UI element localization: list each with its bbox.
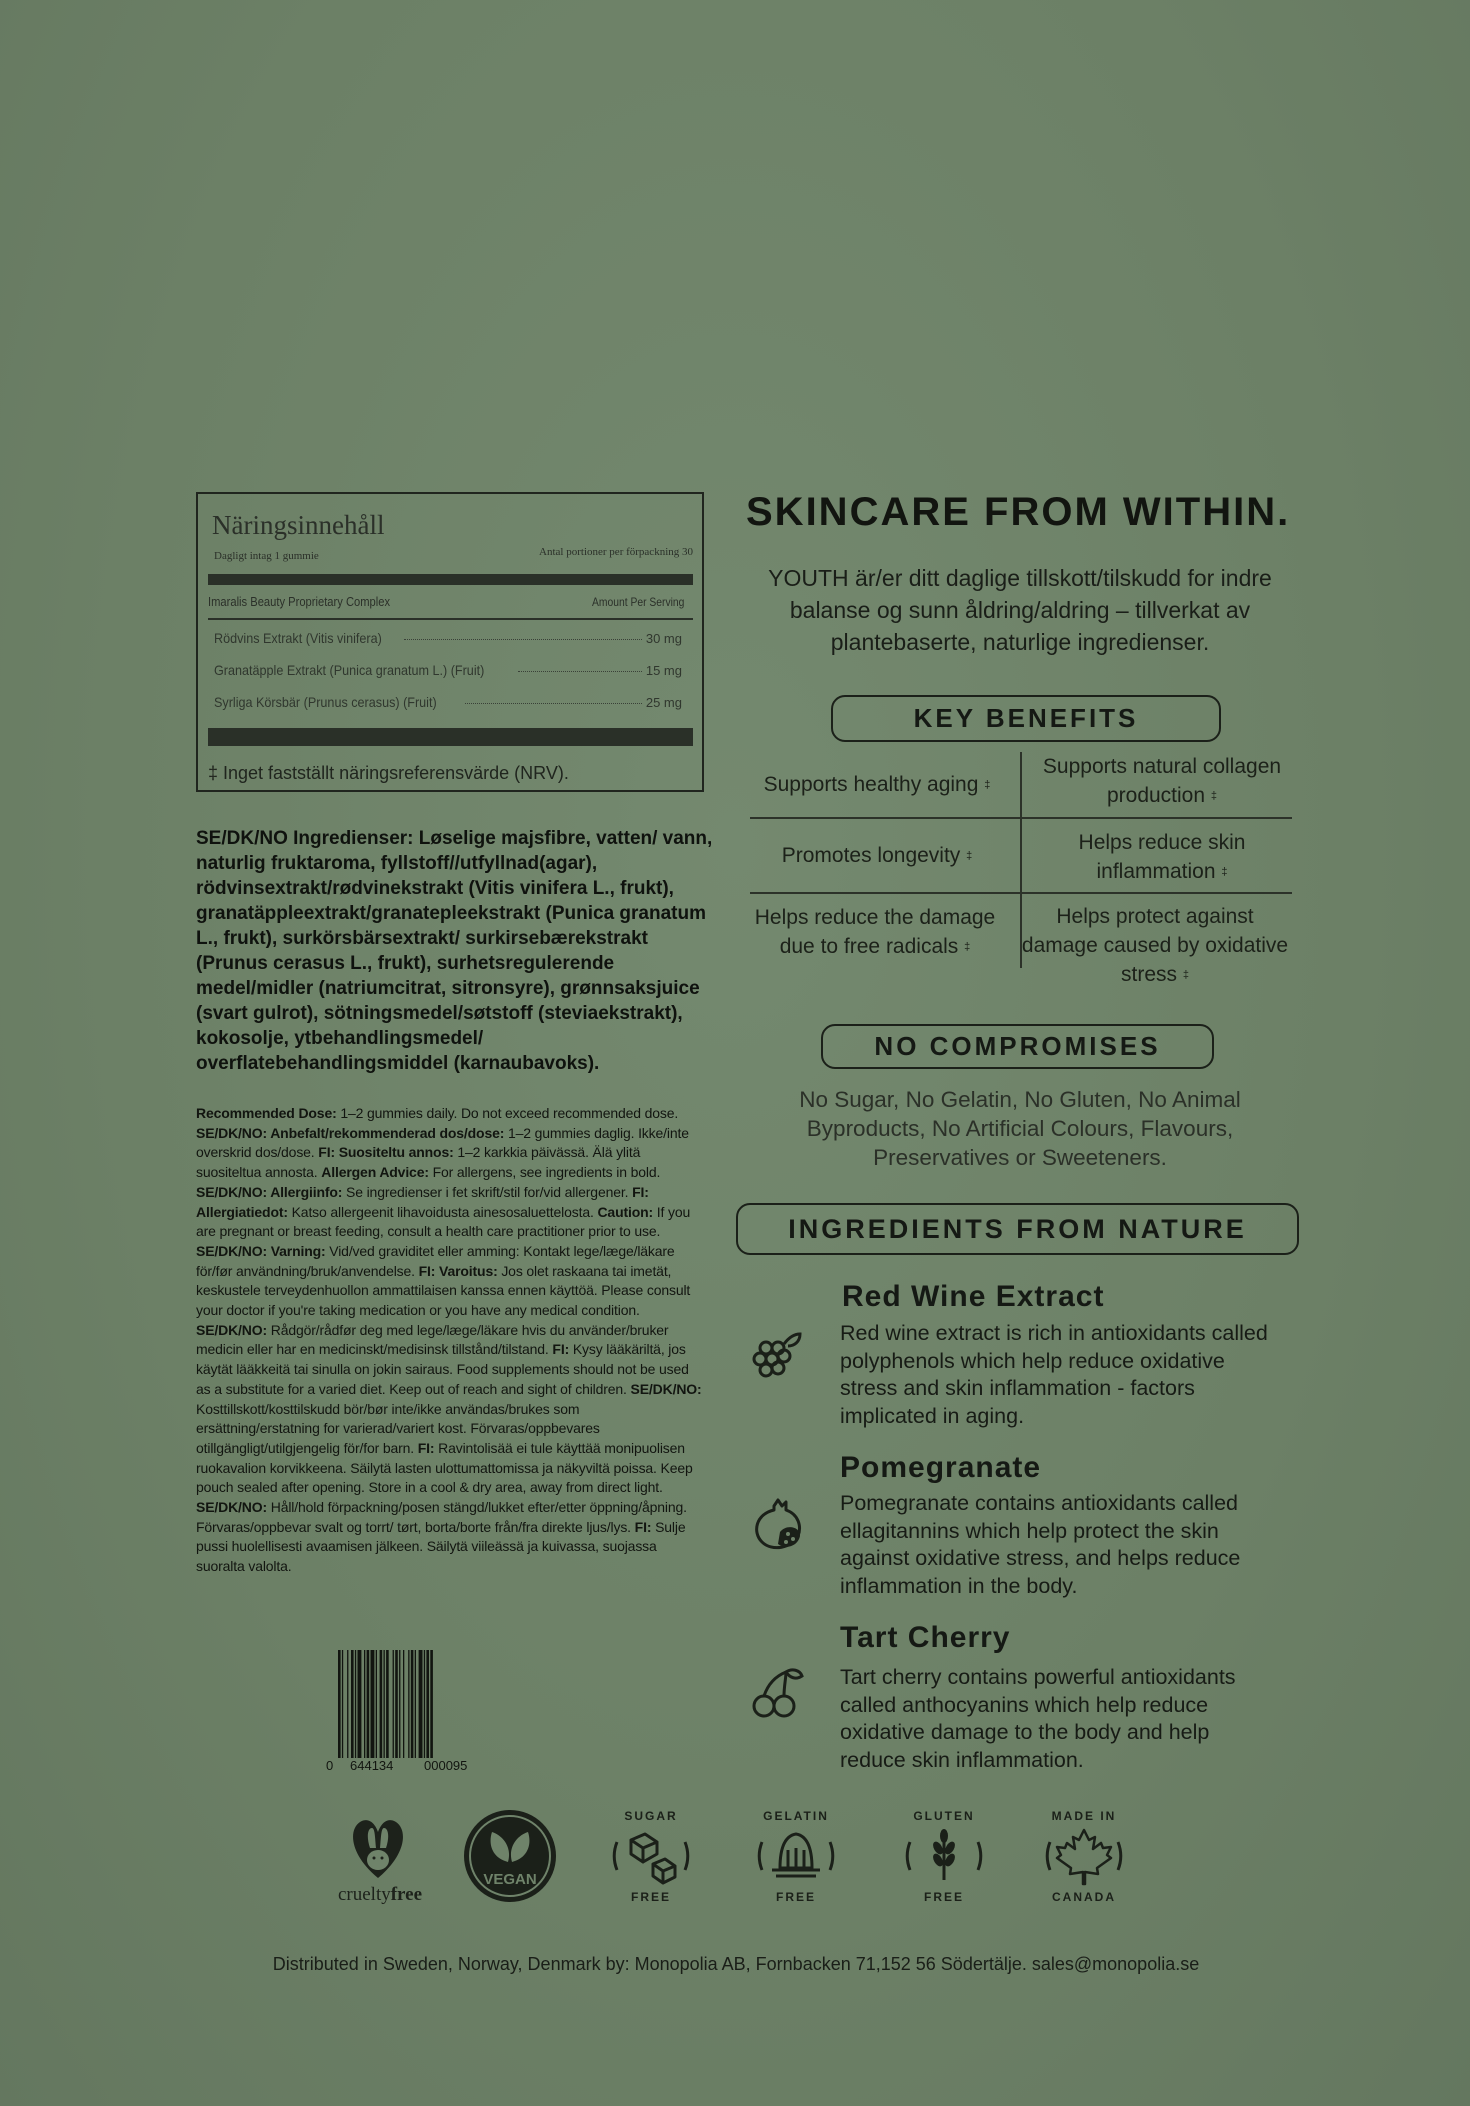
directions-label: Caution:	[597, 1203, 654, 1220]
nutrient-amount: 30 mg	[645, 631, 682, 646]
directions-label: SE/DK/NO:	[630, 1380, 702, 1397]
nutrition-bottom-bar	[208, 728, 693, 746]
benefits-divider	[750, 892, 1292, 894]
directions-text: Rådgör/rådfør deg med lege/læge/läkare hvis du använder/bruker medicin eller har en medicinskt/medisinsk tillstånd/tilstand.	[196, 1321, 669, 1358]
benefit-item: Helps reduce skin inflammation ‡	[1078, 831, 1246, 883]
free-text: free	[390, 1884, 423, 1905]
benefit-item: Helps protect against damage caused by oxidative stress ‡	[1021, 905, 1289, 986]
directions-text: Se ingredienser i fet skrift/stil for/vid allergener.	[342, 1183, 633, 1200]
vegan-text: VEGAN	[483, 1871, 537, 1888]
sugar-cube-icon	[631, 1834, 675, 1883]
barcode-bar	[371, 1650, 375, 1758]
barcode-bar	[367, 1650, 370, 1758]
gelatin-text: GELATIN	[763, 1809, 829, 1823]
directions-label: FI:	[634, 1518, 652, 1535]
vegan-badge	[462, 1808, 558, 1904]
jelly-dessert-icon	[772, 1834, 820, 1876]
maple-leaf-icon	[1057, 1830, 1111, 1884]
directions-text: For allergens, see ingredients in bold.	[428, 1164, 661, 1181]
directions-label: SE/DK/NO: Anbefalt/rekommenderad dos/dose:	[196, 1124, 505, 1141]
no-compromises-heading: NO COMPROMISES	[821, 1024, 1214, 1069]
directions-text: 1–2 gummies daily. Do not exceed recommended dose.	[336, 1105, 679, 1121]
barcode-bar	[355, 1650, 356, 1758]
benefit-item: Promotes longevity ‡	[781, 844, 973, 867]
cruelty-text: cruelty	[337, 1884, 391, 1905]
directions-text: Kysy lääkäriltä, jos käytät lääkkeitä tai sinulla on jokin sairaus. Food supplements should not be used as a substitute for a varied diet. Keep out of reach and sight of children.	[196, 1341, 689, 1397]
distributor-footer: Distributed in Sweden, Norway, Denmark by: Monopolia AB, Fornbacken 71,152 56 Södertälje. sales@monopolia.se	[272, 1954, 1200, 1974]
directions-text: 1–2 karkkia päivässä. Älä ylitä suositeltua annosta.	[196, 1144, 641, 1181]
benefits-grid	[740, 750, 1300, 1000]
made-in-text: MADE IN	[1051, 1809, 1117, 1823]
nutrient-amount: 25 mg	[645, 695, 682, 710]
barcode-bar	[424, 1650, 425, 1758]
gluten-text: GLUTEN	[913, 1809, 975, 1823]
directions-label: FI: Allergiatiedot:	[196, 1183, 649, 1220]
directions-label: FI:	[417, 1439, 435, 1456]
nutrition-title: Näringsinnehåll	[212, 510, 385, 540]
grapes-icon	[744, 1322, 808, 1386]
benefits-divider	[750, 817, 1292, 819]
tart-cherry-desc: Tart cherry contains powerful antioxidants called anthocyanins which help reduce oxidative damage to the body and help reduce skin inflammation.	[840, 1665, 1236, 1772]
benefit-item: Helps reduce the damage due to free radicals ‡	[754, 906, 996, 958]
nutrient-amount: 15 mg	[645, 663, 682, 678]
barcode-lead-digit: 0	[326, 1758, 334, 1773]
barcode-bar	[399, 1650, 400, 1758]
portions-per-pack: Antal portioner per förpackning 30	[539, 546, 693, 558]
barcode-right-digits: 000095	[424, 1758, 468, 1773]
directions-text: Katso allergeenit lihavoidusta ainesosaluettelosta.	[287, 1203, 598, 1220]
daily-intake: Dagligt intag 1 gummie	[214, 550, 319, 562]
directions-label: FI: Varoitus:	[418, 1262, 498, 1279]
directions-text: 1–2 gummies daglig. Ikke/inte overskrid dos/dose.	[196, 1124, 689, 1161]
directions-and-warnings	[196, 1104, 706, 1577]
barcode-bar	[430, 1650, 433, 1758]
directions-text: Kosttillskott/kosttilskudd bör/bør inte/ikke användas/brukes som ersättning/erstatning for varierad/variert kost. Förvaras/oppbevares otillgängligt/utilgjengelig för/for barn.	[196, 1400, 600, 1456]
made-in-canada-badge	[1034, 1806, 1134, 1906]
nutrition-divider-line	[208, 618, 693, 620]
barcode-bar	[426, 1650, 429, 1758]
gelatin-free-text: FREE	[775, 1890, 817, 1904]
nutrition-divider-bar	[208, 574, 693, 585]
directions-label: SE/DK/NO: Allergiinfo:	[196, 1183, 343, 1200]
gelatin-free-badge	[746, 1806, 846, 1906]
barcode-bar	[376, 1650, 377, 1758]
directions-label: SE/DK/NO:	[196, 1499, 267, 1516]
barcode-bar	[386, 1650, 389, 1758]
benefit-item: Supports healthy aging ‡	[763, 773, 991, 796]
nutrition-row	[214, 662, 682, 678]
directions-label: FI: Suositeltu annos:	[318, 1144, 454, 1161]
gluten-free-badge	[894, 1806, 994, 1906]
barcode-bar	[380, 1650, 383, 1758]
directions-label: SE/DK/NO: Varning:	[196, 1242, 326, 1259]
canada-text: CANADA	[1052, 1890, 1116, 1904]
gluten-free-text: FREE	[923, 1890, 965, 1904]
directions-text: Sulje pussi huolellisesti avaamisen jälkeen. Säilytä viileässä ja kuivassa, suojassa suoralta valolta.	[196, 1518, 686, 1575]
key-benefits-heading: KEY BENEFITS	[831, 695, 1221, 742]
barcode-left-digits: 644134	[350, 1758, 394, 1773]
cruelty-free-badge	[330, 1800, 426, 1910]
ingredients-from-nature-heading: INGREDIENTS FROM NATURE	[736, 1203, 1299, 1255]
headline: SKINCARE FROM WITHIN.	[746, 490, 1291, 534]
directions-label: SE/DK/NO:	[196, 1321, 267, 1338]
barcode-bar	[338, 1650, 341, 1758]
sugar-text: SUGAR	[624, 1809, 678, 1823]
benefit-item: Supports natural collagen production ‡	[1042, 755, 1282, 807]
barcode-bar	[364, 1650, 365, 1758]
directions-text: Ravintolisää ei tule käyttää monipuolisen ruokavalion korvikkeena. Säilytä lasten ulottumattomissa ja näkyviltä poissa. Keep pouch sealed after opening. Store in a cool & dry area, away from direct light.	[196, 1439, 693, 1496]
barcode-bar	[411, 1650, 414, 1758]
tart-cherry-title: Tart Cherry	[840, 1621, 1011, 1654]
nutrient-name: Rödvins Extrakt (Vitis vinifera)	[214, 630, 382, 646]
nutrient-name: Granatäpple Extrakt (Punica granatum L.) (Fruit)	[214, 662, 485, 678]
directions-label: Recommended Dose:	[196, 1105, 337, 1121]
pomegranate-icon	[746, 1492, 810, 1556]
pomegranate-desc: Pomegranate contains antioxidants called ellagitannins which help protect the skin against oxidative stress, and helps reduce inflammation in the body.	[840, 1491, 1241, 1598]
ingredients-list: SE/DK/NO Ingredienser: Løselige majsfibre, vatten/ vann, naturlig fruktaroma, fyllstoff//utfyllnad(agar), rödvinsextrakt/rødvinekstrakt (Vitis vinifera L., frukt), granatäppleextrakt/granatepleekstrakt (Punica granatum L., frukt), surkörsbärsextrakt/ surkirsebærekstrakt (Prunus cerasus L., frukt), surhetsregulerende medel/midler (natriumcitrat, sitronsyre), grønnsaksjuice (svart gulrot), sötningsmedel/søtstoff (steviaekstrakt), kokosolje, ytbehandlingsmedel/ overflatebehandlingsmiddel (karnaubavoks).	[196, 828, 713, 1074]
red-wine-title: Red Wine Extract	[842, 1280, 1105, 1313]
directions-text: Vid/ved graviditet eller amming: Kontakt lege/læge/läkare för/før användning/bruk/anvendelse.	[196, 1242, 675, 1279]
red-wine-desc: Red wine extract is rich in antioxidants called polyphenols which help reduce oxidative stress and skin inflammation - factors implicated in aging.	[840, 1321, 1268, 1428]
amount-per-serving-label: Amount Per Serving	[591, 595, 684, 609]
barcode-bar	[415, 1650, 416, 1758]
pomegranate-title: Pomegranate	[840, 1451, 1042, 1484]
intro-text: YOUTH är/er ditt daglige tillskott/tilskudd for indre balanse og sunn åldring/aldring – tillverkat av plantebaserte, naturlige ingredienser.	[768, 565, 1272, 655]
sugar-free-text: FREE	[630, 1890, 672, 1904]
bunny-heart-icon	[330, 1800, 426, 1896]
barcode	[322, 1648, 492, 1773]
barcode-bar	[403, 1650, 404, 1758]
vegan-leaf-icon	[462, 1808, 558, 1904]
directions-text: If you are pregnant or breast feeding, consult a health care practitioner prior to use.	[196, 1203, 691, 1240]
wheat-icon	[931, 1829, 957, 1880]
nrv-footnote: ‡ Inget fastställt näringsreferensvärde (NRV).	[208, 763, 569, 783]
barcode-bar	[408, 1650, 409, 1758]
barcode-bar	[384, 1650, 385, 1758]
nutrition-row	[214, 630, 682, 646]
directions-text: Jos olet raskaana tai imetät, keskustele terveydenhuollon ammattilaisen kanssa ennen käyttöä. Please consult your doctor if you're taking medication or you have any medical condition.	[196, 1262, 691, 1319]
nutrient-name: Syrliga Körsbär (Prunus cerasus) (Fruit)	[214, 694, 437, 710]
sugar-free-badge	[601, 1806, 701, 1906]
complex-label: Imaralis Beauty Proprietary Complex	[208, 594, 391, 609]
directions-text: Håll/hold förpackning/posen stängd/lukket efter/etter öppning/åpning. Förvaras/oppbevar svalt og torrt/ tørt, borta/borte från/fra direkte ljus/lys.	[196, 1499, 687, 1535]
nutrition-row	[214, 694, 682, 710]
directions-label: Allergen Advice:	[321, 1164, 429, 1181]
barcode-bar	[419, 1650, 423, 1758]
cherry-icon	[744, 1662, 808, 1726]
directions-label: FI:	[552, 1341, 570, 1358]
barcode-bar	[395, 1650, 398, 1758]
barcode-bar	[358, 1650, 362, 1758]
barcode-bar	[351, 1650, 354, 1758]
no-compromises-text: No Sugar, No Gelatin, No Gluten, No Animal Byproducts, No Artificial Colours, Flavours, Preservatives or Sweeteners.	[799, 1087, 1241, 1170]
nutrition-facts-box	[196, 492, 704, 792]
barcode-bar	[342, 1650, 343, 1758]
barcode-bar	[347, 1650, 348, 1758]
barcode-bar	[393, 1650, 394, 1758]
